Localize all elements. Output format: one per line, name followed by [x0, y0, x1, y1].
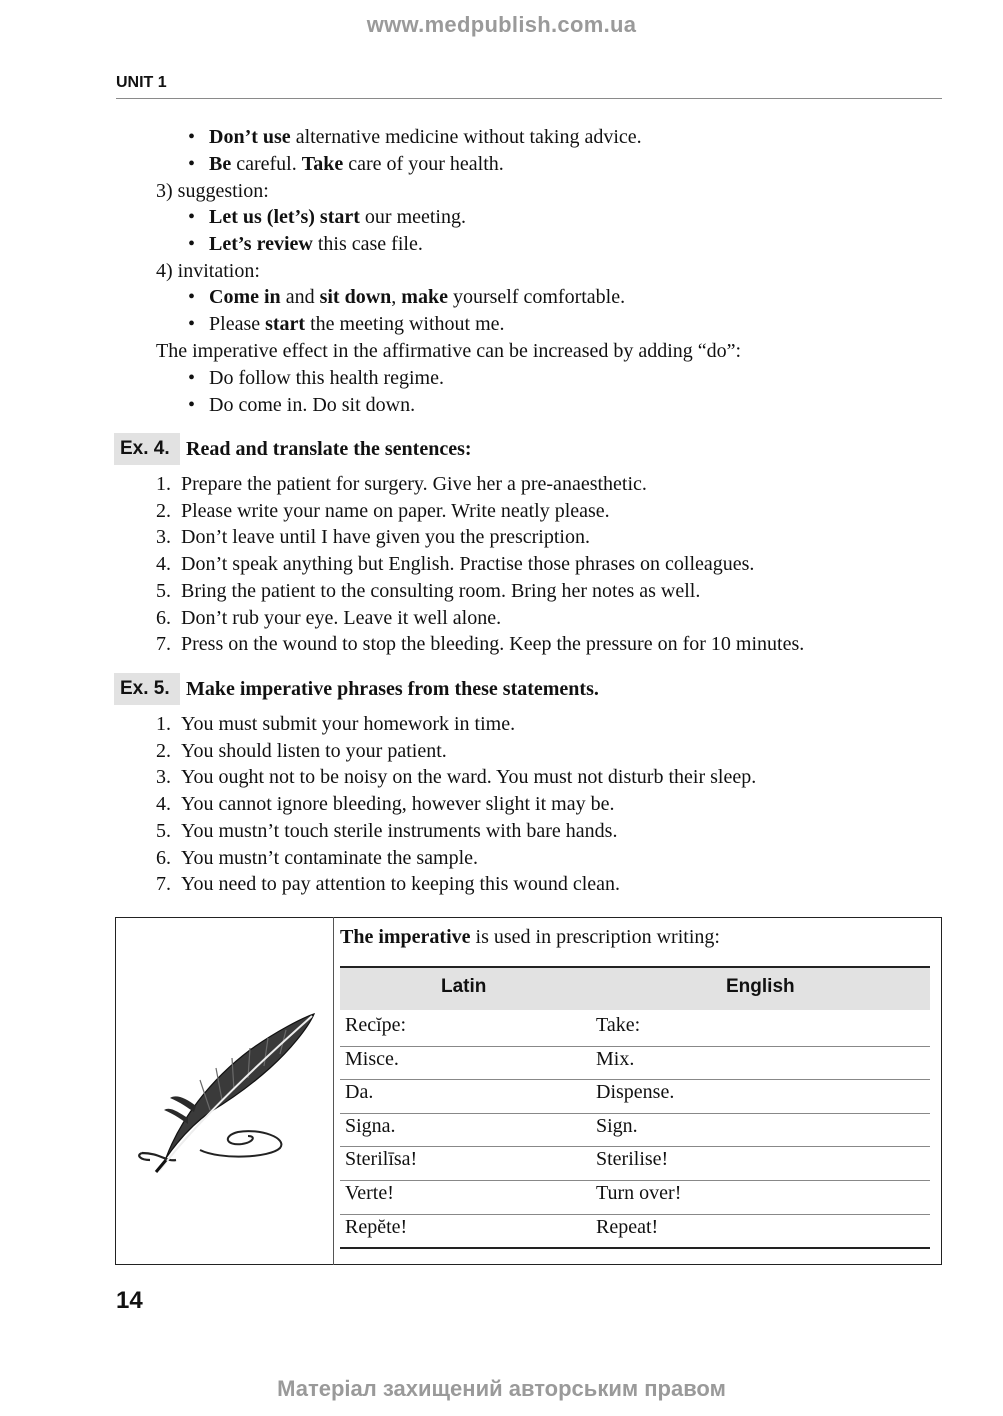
text: yourself comfortable. [447, 286, 626, 308]
item-number: 3. [156, 766, 171, 789]
text: careful. [231, 153, 302, 175]
item-text: You must submit your homework in time. [181, 713, 516, 735]
latin-cell: Recĭpe: [345, 1014, 407, 1036]
item-text: Prepare the patient for surgery. Give her a pre-anaesthetic. [181, 473, 647, 495]
bullet-dot: • [188, 233, 196, 255]
text: alternative medicine without taking advice. [290, 126, 642, 148]
bullet-line [188, 204, 466, 231]
bullet-dot: • [188, 206, 196, 228]
section-number: 4) [156, 260, 173, 282]
item-text: You mustn’t contaminate the sample. [181, 846, 479, 869]
column-header-latin: Latin [441, 976, 487, 997]
item-number: 1. [156, 473, 171, 495]
text: Please [209, 313, 266, 335]
bullet-dot: • [188, 313, 196, 335]
text: the meeting without me. [305, 313, 505, 335]
bullet-dot: • [188, 394, 196, 416]
exercise-4-label: Ex. 4. [114, 433, 180, 465]
exercise-5-title: Make imperative phrases from these statements. [186, 678, 599, 700]
bullet-line [188, 311, 505, 338]
bullet-line [188, 124, 642, 151]
unit-label: UNIT 1 [116, 74, 167, 91]
english-cell: Repeat! [596, 1215, 659, 1238]
row-divider [340, 1180, 930, 1181]
item-text: You need to pay attention to keeping this wound clean. [181, 873, 621, 896]
bold-text: Be [209, 153, 232, 175]
table-header [340, 966, 930, 1010]
latin-cell: Da. [345, 1081, 374, 1104]
bold-text: Come in [209, 286, 281, 308]
item-text: Press on the wound to stop the bleeding. Keep the pressure on for 10 minutes. [181, 633, 805, 656]
english-cell: Sterilise! [596, 1148, 669, 1171]
row-divider [340, 1146, 930, 1147]
copyright-watermark: Матеріал захищений авторським правом [277, 1376, 726, 1401]
row-divider [340, 1046, 930, 1047]
english-cell: Sign. [596, 1114, 638, 1137]
item-number: 7. [156, 633, 171, 656]
english-cell: Take: [596, 1014, 641, 1036]
bullet-dot: • [188, 367, 196, 389]
bullet-line [188, 365, 444, 392]
item-text: You mustn’t touch sterile instruments with bare hands. [181, 819, 618, 842]
page-number: 14 [116, 1287, 143, 1314]
item-number: 2. [156, 499, 171, 522]
english-cell: Dispense. [596, 1081, 675, 1104]
bold-text: make [401, 286, 448, 308]
item-number: 1. [156, 713, 171, 735]
column-header-english: English [726, 976, 795, 997]
item-number: 4. [156, 553, 171, 576]
item-number: 2. [156, 739, 171, 762]
list-item [156, 764, 756, 791]
item-text: Don’t speak anything but English. Practise those phrases on colleagues. [181, 553, 755, 576]
text: Do come in. Do sit down. [209, 394, 416, 416]
row-divider [340, 1113, 930, 1114]
text: care of your health. [343, 153, 504, 175]
quill-feather-icon [130, 1010, 320, 1175]
item-number: 5. [156, 579, 171, 602]
row-divider [340, 1214, 930, 1215]
item-number: 5. [156, 819, 171, 842]
list-item [156, 711, 515, 738]
bold-text: sit down [319, 286, 392, 308]
english-cell: Turn over! [596, 1182, 682, 1204]
item-text: You should listen to your patient. [181, 739, 447, 762]
item-text: Bring the patient to the consulting room. Bring her notes as well. [181, 579, 701, 602]
row-divider [340, 1247, 930, 1249]
row-divider [340, 1079, 930, 1080]
text: this case file. [312, 233, 423, 255]
watermark-url: www.medpublish.com.ua [366, 12, 637, 37]
bullet-dot: • [188, 286, 196, 308]
list-item [156, 551, 754, 578]
item-number: 4. [156, 793, 171, 816]
section-number: 3) [156, 180, 173, 202]
list-item [156, 871, 620, 898]
bold-text: Take [301, 153, 344, 175]
item-text: Don’t rub your eye. Leave it well alone. [181, 606, 502, 629]
bold-text: The imperative [340, 926, 471, 948]
bullet-line [188, 284, 625, 311]
bold-text: Let’s review [209, 233, 313, 255]
item-text: You ought not to be noisy on the ward. You must not disturb their sleep. [181, 766, 757, 789]
list-item [156, 845, 478, 872]
text: , [391, 286, 402, 308]
bullet-line [188, 151, 504, 178]
bold-text: Let us (let’s) start [209, 206, 360, 228]
latin-cell: Sterilīsa! [345, 1148, 418, 1171]
latin-cell: Misce. [345, 1047, 399, 1070]
section-4-heading [156, 258, 260, 285]
latin-cell: Repĕte! [345, 1215, 408, 1238]
list-item [156, 578, 700, 605]
exercise-4-title: Read and translate the sentences: [186, 438, 472, 460]
header-rule [116, 98, 942, 99]
box-intro [340, 924, 720, 951]
item-number: 6. [156, 606, 171, 629]
list-item [156, 631, 804, 658]
bold-text: Don’t use [209, 126, 291, 148]
english-cell: Mix. [596, 1047, 635, 1070]
item-text: Please write your name on paper. Write neatly please. [181, 499, 610, 522]
bullet-line [188, 392, 415, 419]
item-number: 7. [156, 873, 171, 896]
list-item [156, 471, 647, 498]
list-item [156, 498, 610, 525]
item-text: Don’t leave until I have given you the prescription. [181, 526, 590, 549]
text: Do follow this health regime. [209, 367, 444, 389]
list-item [156, 605, 501, 632]
bullet-dot: • [188, 153, 196, 175]
bullet-line [188, 231, 423, 258]
exercise-5-label: Ex. 5. [114, 673, 180, 705]
item-number: 6. [156, 846, 171, 869]
bold-text: start [265, 313, 306, 335]
text: our meeting. [359, 206, 466, 228]
affirmative-note: The imperative effect in the affirmative can be increased by adding “do”: [156, 340, 742, 362]
box-divider [333, 917, 334, 1265]
list-item [156, 738, 447, 765]
section-text: invitation: [177, 260, 260, 282]
text: and [280, 286, 320, 308]
section-text: suggestion: [177, 180, 269, 202]
text: is used in prescription writing: [470, 926, 720, 948]
latin-cell: Signa. [345, 1114, 396, 1137]
latin-cell: Verte! [345, 1182, 394, 1204]
bullet-dot: • [188, 126, 196, 148]
list-item [156, 791, 614, 818]
list-item [156, 524, 590, 551]
list-item [156, 818, 617, 845]
section-3-heading [156, 178, 269, 205]
item-number: 3. [156, 526, 171, 549]
item-text: You cannot ignore bleeding, however slight it may be. [181, 793, 615, 816]
